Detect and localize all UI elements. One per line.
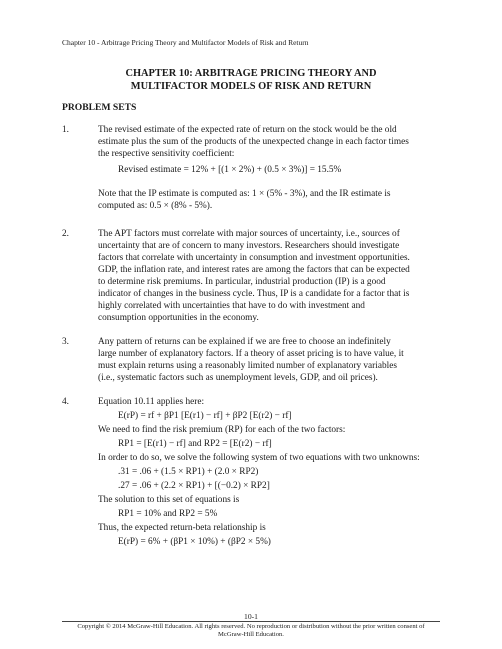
copyright-notice: Copyright © 2014 McGraw-Hill Education. All rights reserved. No reproduction or distribution without the prior written consent of McGraw-Hill Education. (77, 623, 425, 638)
equation-risk-premiums: RP1 = [E(r1) − rf] and RP2 = [E(r2) − rf] (118, 439, 272, 449)
problem-text: The APT factors must correlate with major sources of uncertainty, i.e., sources of uncertainty that are of concern to many investors. Researchers should investigate factors that correlate with uncertainty in consumption and investment opportunities. GDP, the inflation rate, and interest rates are among the factors that can be expected to determine risk premiums. In particular, industrial production (IP) is a good indicator of changes in the business cycle. Thus, IP is a candidate for a factor that is highly correlated with uncertainties that have to do with investment and consumption opportunities in the economy. (98, 229, 410, 323)
running-header: Chapter 10 - Arbitrage Pricing Theory and Multifactor Models of Risk and Return (62, 38, 309, 47)
equation-return-beta: E(rP) = 6% + (βP1 × 10%) + (βP2 × 5%) (118, 537, 271, 547)
equation-apt: E(rP) = rf + βP1 [E(r1) − rf] + βP2 [E(r2) − rf] (118, 411, 292, 421)
equation-system-1: .31 = .06 + (1.5 × RP1) + (2.0 × RP2) (118, 467, 259, 477)
problem-text: Thus, the expected return-beta relationship is (98, 523, 266, 533)
problem-number: 1. (62, 125, 69, 135)
problem-note: Note that the IP estimate is computed as: 1 × (5% - 3%), and the IR estimate is computed as: 0.5 × (8% - 5%). (98, 189, 391, 211)
problem-text: In order to do so, we solve the following system of two equations with two unknowns: (98, 453, 420, 463)
problem-text: The solution to this set of equations is (98, 495, 240, 505)
problem-text: We need to find the risk premium (RP) for each of the two factors: (98, 425, 346, 435)
problem-number: 2. (62, 229, 69, 239)
footer-divider (62, 621, 440, 622)
problem-number: 3. (62, 337, 69, 347)
equation-system-2: .27 = .06 + (2.2 × RP1) + [(−0.2) × RP2] (118, 481, 270, 491)
chapter-title-line-1: CHAPTER 10: ARBITRAGE PRICING THEORY AND (125, 68, 377, 79)
problem-text: The revised estimate of the expected rate of return on the stock would be the old estimate plus the sum of the products of the unexpected change in each factor times the respective sensitivity coefficient: (98, 125, 409, 159)
equation-solution: RP1 = 10% and RP2 = 5% (118, 509, 218, 519)
problem-equation: Revised estimate = 12% + [(1 × 2%) + (0.5 × 3%)] = 15.5% (118, 165, 342, 175)
problem-text: Any pattern of returns can be explained if we are free to choose an indefinitely large number of explanatory factors. If a theory of asset pricing is to have value, it must explain returns using a reasonably limited number of explanatory variables (i.e., systematic factors such as unemployment levels, GDP, and oil prices). (98, 337, 404, 383)
problem-intro: Equation 10.11 applies here: (98, 397, 205, 407)
problem-number: 4. (62, 397, 69, 407)
page-number: 10-1 (244, 612, 258, 621)
chapter-title-line-2: MULTIFACTOR MODELS OF RISK AND RETURN (130, 81, 372, 92)
section-heading: PROBLEM SETS (62, 102, 137, 113)
